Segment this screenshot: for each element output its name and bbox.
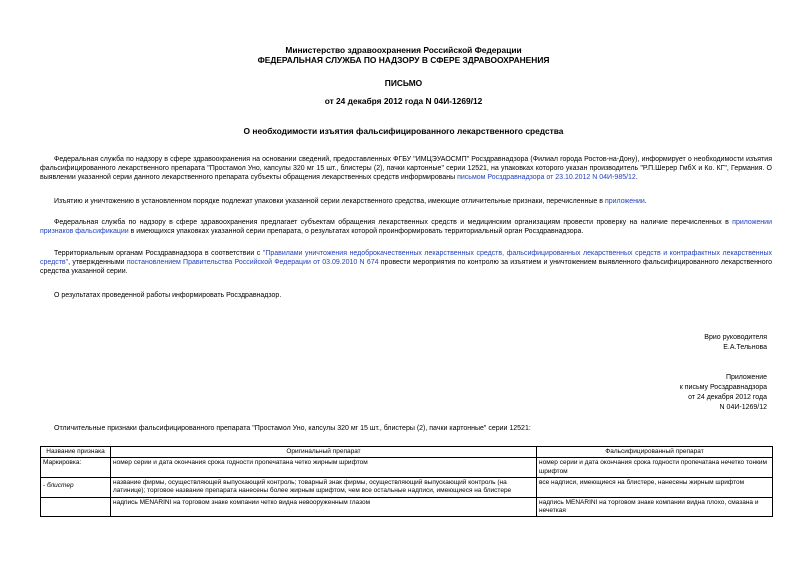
table-header-row <box>41 447 773 458</box>
cell-fake: все надписи, имеющиеся на блистере, нанесены жирным шрифтом <box>537 477 773 497</box>
paragraph-4-end: провести мероприятия по контролю за изъятием и уничтожением выявленного фальсифицированного лекарственного средства указанной серии. <box>40 258 772 275</box>
table-row <box>41 477 773 497</box>
cell-feature: - блистер <box>41 477 111 497</box>
cell-feature: Маркировка: <box>41 458 111 478</box>
paragraph-2-end: . <box>644 198 647 205</box>
paragraph-1 <box>40 156 772 183</box>
doc-date: от 24 декабря 2012 года N 04И-1269/12 <box>324 96 483 106</box>
paragraph-2-text: Изъятию и уничтожению в установленном порядке подлежат упаковки указанной серии лекарственного средства, имеющие отличительные признаки, перечисленные в <box>54 198 605 205</box>
cell-feature <box>41 497 111 517</box>
signature-name: Е.А.Тельнова <box>723 344 767 351</box>
header-original: Оригинальный препарат <box>111 447 537 458</box>
paragraph-1-text: Федеральная служба по надзору в сфере здравоохранения на основании сведений, предоставленных ФГБУ "ИМЦЭУАОСМП" Росздравнадзора (Филиал города Ростов-на-Дону), информирует о необходимости изъятия фальсифицированного лекарственного препарата "Простамол Уно, капсулы 320 мг 15 шт., блистеры (2), пачки картонные" серии 12521, на упаковках которого указан производитель "Р.П.Шерер ГмбХ и Ко. КГ", Германия. О выявлении указанной серии данного лекарственного препарата субъекты обращения лекарственных средств информированы <box>40 156 772 181</box>
paragraph-4 <box>40 250 772 277</box>
paragraph-4-mid: , утвержденными <box>68 258 127 266</box>
cell-fake: надпись MENARINI на торговом знаке компании видна плохо, смазана и нечеткая <box>537 497 773 517</box>
ministry-name: Министерство здравоохранения Российской Федерации <box>285 45 522 55</box>
paragraph-4-text: Территориальным органам Росздравнадзора в соответствии с <box>54 250 263 257</box>
appendix-line-2: от 24 декабря 2012 года <box>688 394 767 401</box>
paragraph-3-end: в имеющихся упаковках указанной серии препарата, о результатах которой проинформировать территориальный орган Росздравнадзора. <box>128 227 584 235</box>
appendix-label: Приложение <box>725 374 767 381</box>
page-title: О необходимости изъятия фальсифицированного лекарственного средства <box>243 126 564 136</box>
header-feature: Название признака <box>41 447 111 458</box>
paragraph-3-text: Федеральная служба по надзору в сфере здравоохранения предлагает субъектам обращения лекарственных средств и медицинским организациям провести проверку на наличие перечисленных в <box>54 219 733 226</box>
table-row <box>41 497 773 517</box>
table-row <box>41 458 773 478</box>
signature-role: Врио руководителя <box>704 334 767 341</box>
paragraph-3 <box>40 219 772 237</box>
doc-type: ПИСЬМО <box>384 78 423 88</box>
cell-original: название фирмы, осуществляющей выпускающий контроль; товарный знак фирмы, осуществляющий выпускающий контроль (на латинице); торговое название препарата нанесены более жирным шрифтом, чем все остальные надписи, имеющиеся на блистере <box>111 477 537 497</box>
rules-link[interactable]: "Правилами уничтожения недоброкачественных лекарственных средств, фальсифицированных лекарственных средств и контрафактных лекарственных средств" <box>40 250 772 266</box>
paragraph-5-text: О результатах проведенной работы информировать Росздравнадзор. <box>54 292 282 299</box>
appendix-line-1: к письму Росздравнадзора <box>679 384 767 391</box>
paragraph-2 <box>40 198 772 207</box>
header-fake: Фальсифицированный препарат <box>537 447 773 458</box>
appendix-link[interactable]: приложении <box>604 198 645 205</box>
table-intro: Отличительные признаки фальсифицированного препарата "Простамол Уно, капсулы 320 мг 15 шт., блистеры (2), пачки картонные" серии 12521: <box>54 425 531 432</box>
resolution-link[interactable]: постановлением Правительства Российской Федерации от 03.09.2010 N 674 <box>126 258 379 266</box>
features-table <box>40 446 773 517</box>
cell-original: номер серии и дата окончания срока годности пропечатана четко жирным шрифтом <box>111 458 537 478</box>
cell-original: надпись MENARINI на торговом знаке компании четко видна невооруженным глазом <box>111 497 537 517</box>
appendix-signs-link[interactable]: приложении признаков фальсификации <box>40 219 772 235</box>
letter-link[interactable]: письмом Росздравнадзора от 23.10.2012 N 04И-985/12 <box>457 173 636 181</box>
paragraph-1-end: . <box>635 173 638 181</box>
service-name: ФЕДЕРАЛЬНАЯ СЛУЖБА ПО НАДЗОРУ В СФЕРЕ ЗДРАВООХРАНЕНИЯ <box>257 55 550 65</box>
cell-fake: номер серии и дата окончания срока годности пропечатана нечетко тонким шрифтом <box>537 458 773 478</box>
paragraph-5 <box>40 292 772 301</box>
appendix-line-3: N 04И-1269/12 <box>719 404 767 411</box>
